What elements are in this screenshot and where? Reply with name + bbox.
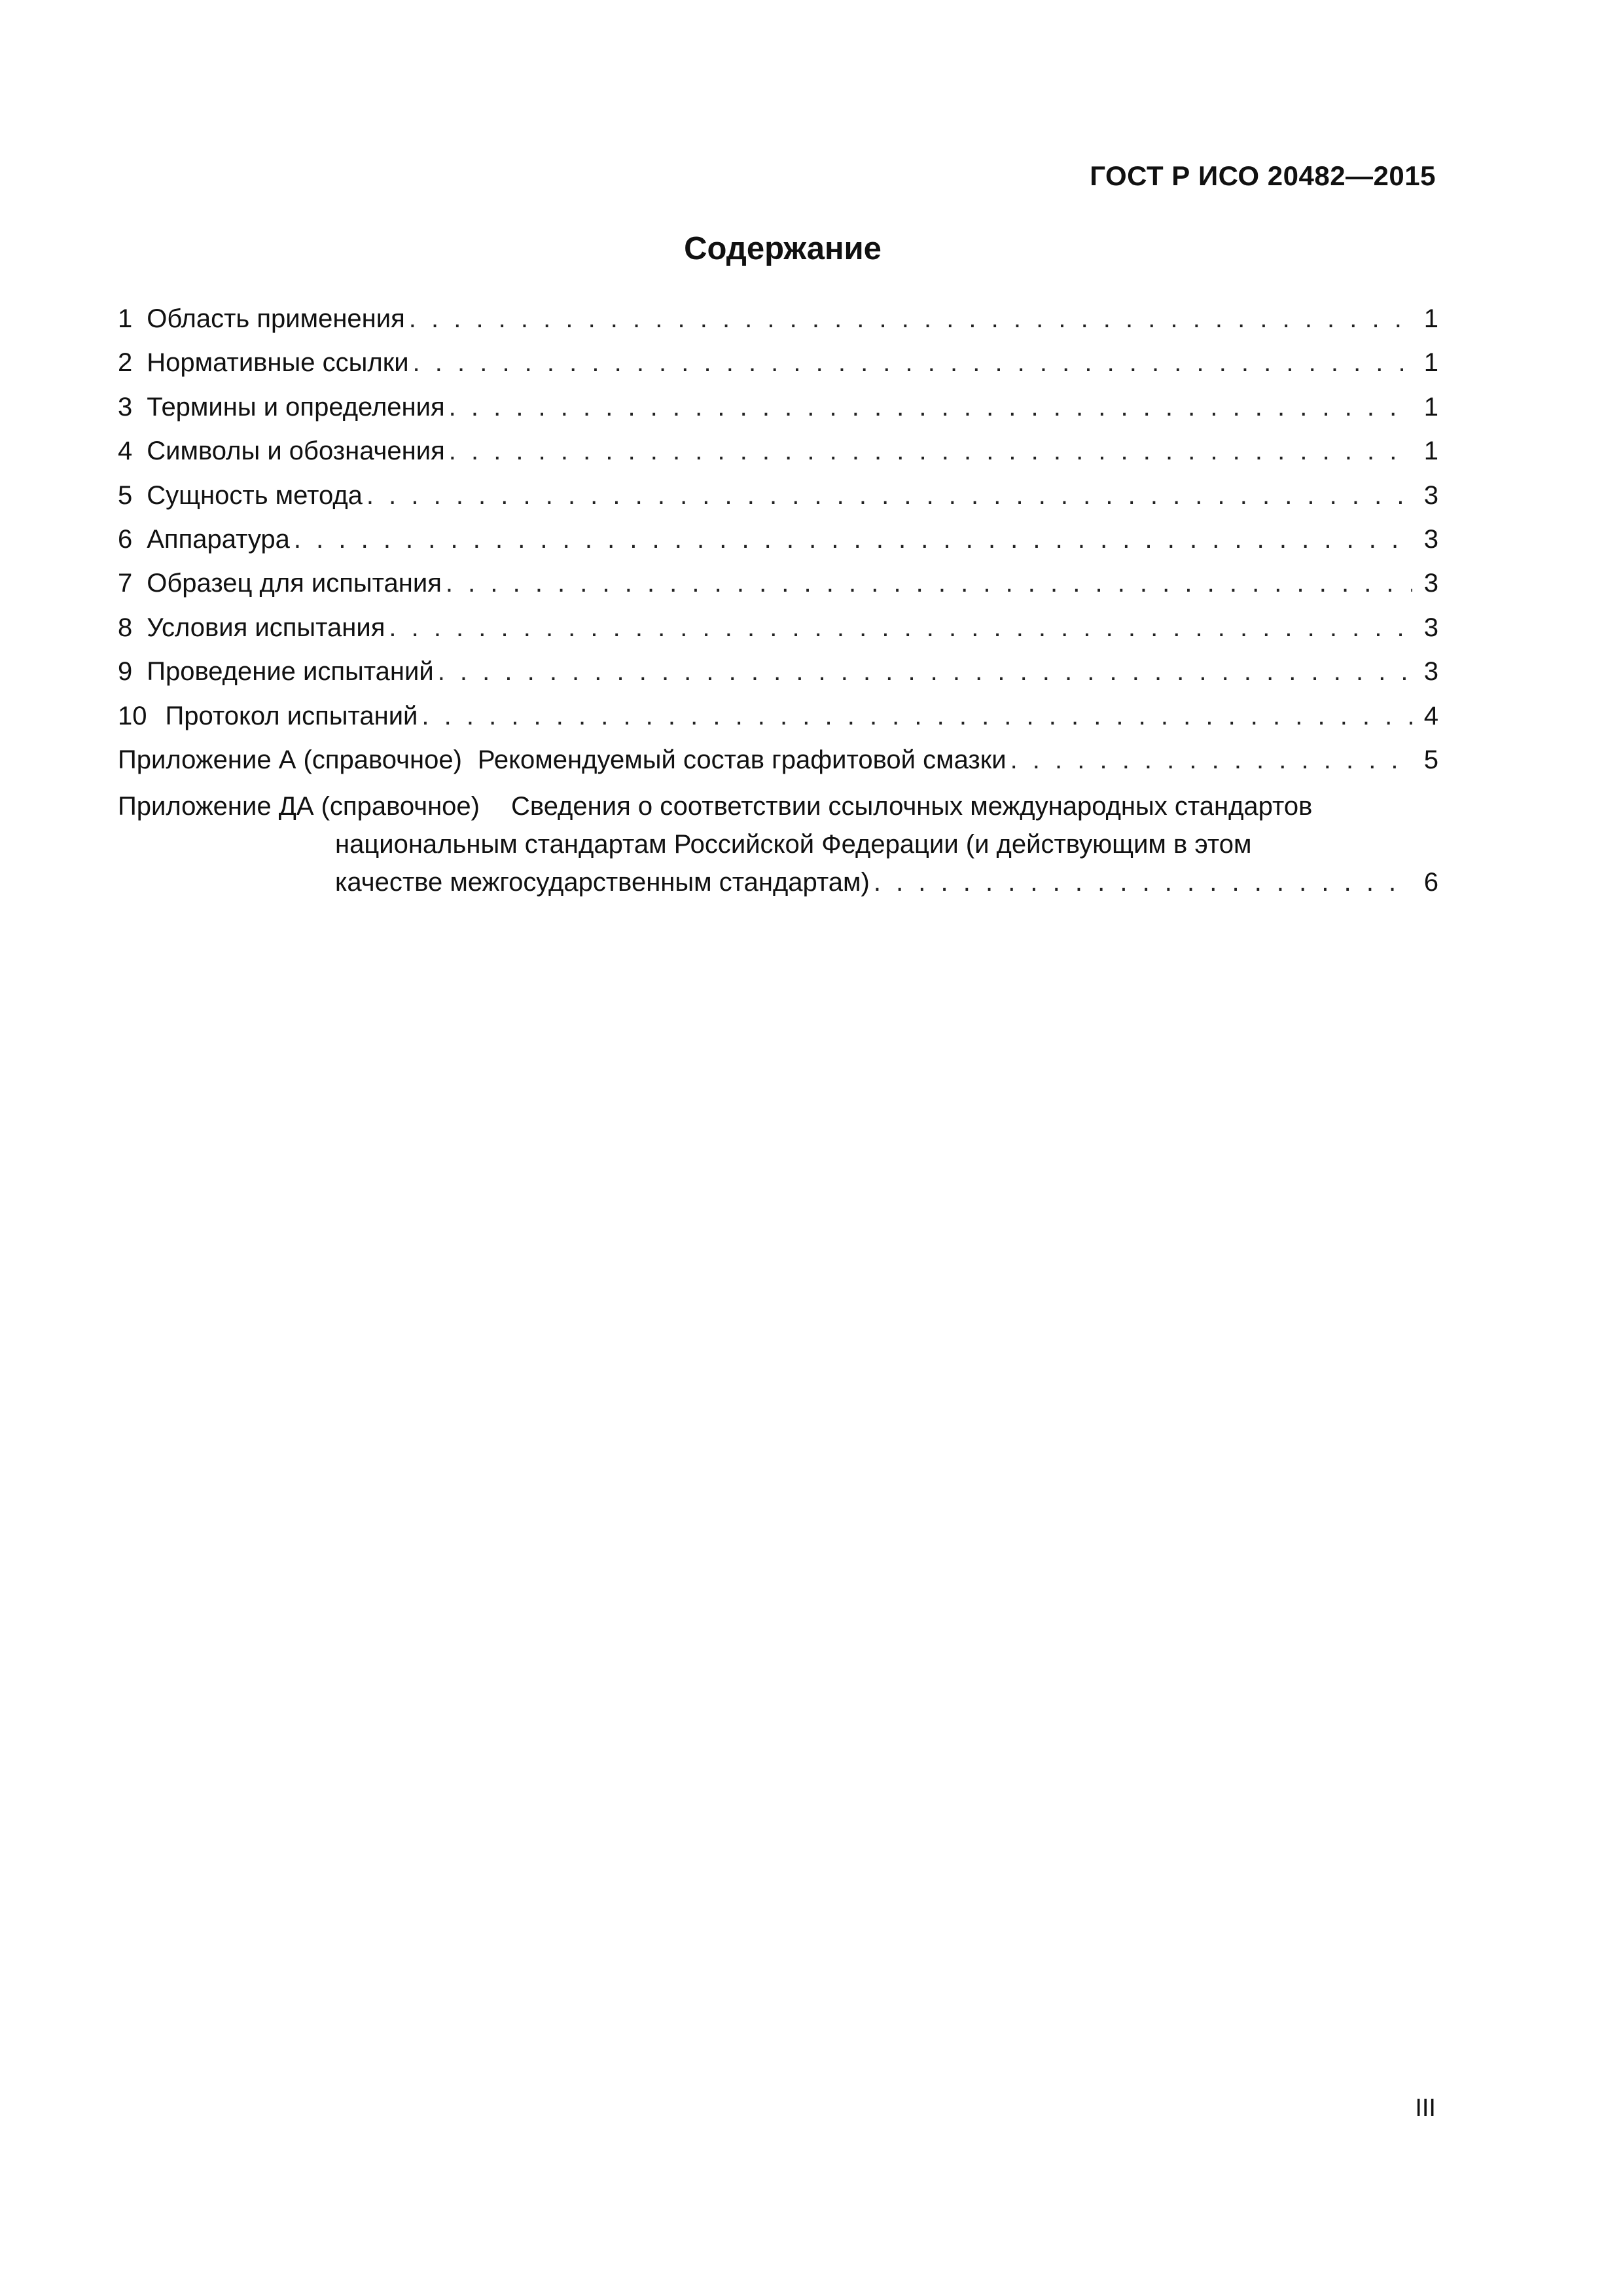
- toc-item-title: Нормативные ссылки: [147, 348, 409, 378]
- toc-item-title: Сущность метода: [147, 480, 363, 510]
- dot-leader: [294, 523, 1412, 556]
- table-of-contents: [118, 302, 1438, 901]
- dot-leader: [366, 479, 1412, 512]
- appendix-line: [118, 825, 1438, 863]
- toc-item[interactable]: [118, 523, 1438, 567]
- dot-leader: [421, 700, 1412, 732]
- toc-item-title: Аппаратура: [147, 524, 290, 554]
- dot-leader: [874, 863, 1412, 901]
- toc-item[interactable]: [118, 479, 1438, 523]
- toc-item[interactable]: [118, 567, 1438, 611]
- toc-item-title: Символы и обозначения: [147, 437, 445, 466]
- toc-item-title: Область применения: [147, 304, 405, 333]
- appendix-title: Рекомендуемый состав графитовой смазки: [477, 745, 1007, 774]
- toc-item-number: 2: [118, 348, 133, 378]
- toc-item-page: 6: [1423, 868, 1438, 897]
- toc-item-title: Образец для испытания: [147, 569, 442, 598]
- dot-leader: [438, 655, 1412, 688]
- appendix-title-line2: национальным стандартам Российской Федерации (и действующим в этом: [335, 830, 1252, 859]
- dot-leader: [449, 391, 1412, 423]
- toc-item-page: 1: [1423, 392, 1438, 422]
- toc-item-number: 9: [118, 657, 133, 687]
- dot-leader: [446, 567, 1412, 600]
- toc-item-page: 3: [1423, 613, 1438, 642]
- toc-item-title: Проведение испытаний: [147, 657, 434, 687]
- appendix-label: Приложение ДА (справочное): [118, 792, 480, 821]
- toc-item[interactable]: [118, 435, 1438, 478]
- toc-item-page: 1: [1423, 348, 1438, 378]
- dot-leader: [1010, 744, 1412, 776]
- dot-leader: [449, 435, 1412, 467]
- toc-item-page: 3: [1423, 657, 1438, 687]
- toc-item-title: Термины и определения: [147, 392, 445, 422]
- toc-item-number: 6: [118, 524, 133, 554]
- toc-item-number: 4: [118, 437, 133, 466]
- appendix-title-line1: Сведения о соответствии ссылочных международных стандартов: [511, 792, 1313, 821]
- toc-item-title: Протокол испытаний: [165, 701, 418, 730]
- appendix-line: [118, 863, 1438, 901]
- toc-item-number: 5: [118, 480, 133, 510]
- dot-leader: [389, 611, 1412, 644]
- page-number: III: [1415, 2094, 1436, 2122]
- toc-item-number: 8: [118, 613, 133, 642]
- dot-leader: [413, 346, 1412, 379]
- appendix-title-line3: качестве межгосударственным стандартам): [335, 868, 870, 897]
- toc-item[interactable]: [118, 655, 1438, 699]
- toc-item-page: 3: [1423, 524, 1438, 554]
- toc-item-page: 4: [1423, 701, 1438, 730]
- toc-item[interactable]: [118, 346, 1438, 390]
- toc-title: Содержание: [684, 231, 882, 266]
- toc-item[interactable]: [118, 391, 1438, 435]
- appendix-label: Приложение А (справочное): [118, 745, 462, 774]
- toc-item-page: 3: [1423, 569, 1438, 598]
- toc-item-page: 3: [1423, 480, 1438, 510]
- toc-item[interactable]: [118, 611, 1438, 655]
- appendix-line: [118, 787, 1438, 825]
- toc-item[interactable]: [118, 700, 1438, 744]
- toc-item-page: 1: [1423, 437, 1438, 466]
- toc-item-number: 3: [118, 392, 133, 422]
- toc-appendix-da[interactable]: [118, 787, 1438, 901]
- toc-item-number: 1: [118, 304, 133, 333]
- dot-leader: [409, 302, 1412, 335]
- toc-item-page: 5: [1423, 745, 1438, 774]
- toc-item-number: 7: [118, 569, 133, 598]
- toc-item-page: 1: [1423, 304, 1438, 333]
- toc-item-title: Условия испытания: [147, 613, 385, 642]
- toc-item-number: 10: [118, 701, 147, 730]
- toc-appendix-a[interactable]: [118, 744, 1438, 787]
- document-code: ГОСТ Р ИСО 20482—2015: [1090, 160, 1436, 191]
- toc-item[interactable]: [118, 302, 1438, 346]
